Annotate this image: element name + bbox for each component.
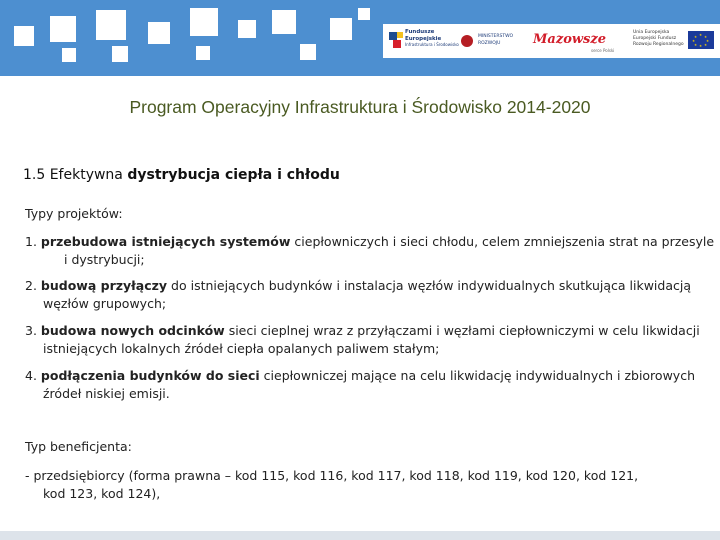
project-type-item: 3. budowa nowych odcinków sieci cieplnej wraz z przyłączami i węzłami ciepłowniczymi w celu likwidacji istniejących lokalnych źródeł ciepła opalanych paliwem stałym; — [25, 323, 700, 356]
decor-square — [112, 46, 128, 62]
types-heading: Typy projektów: — [25, 206, 123, 221]
beneficiary-item: - przedsiębiorcy (forma prawna – kod 115, kod 116, kod 117, kod 118, kod 119, kod 120, kod 121, kod 123, kod 124), — [25, 468, 639, 501]
decor-square — [96, 10, 126, 40]
footer-band — [0, 531, 720, 540]
decor-square — [272, 10, 296, 34]
decor-square — [358, 8, 370, 20]
project-type-item: 1. przebudowa istniejących systemów ciepłowniczych i sieci chłodu, celem zmniejszenia strat na przesyle i dystrybucji; — [25, 234, 715, 267]
header-band — [0, 0, 720, 76]
decor-square — [62, 48, 76, 62]
project-type-item: 4. podłączenia budynków do sieci ciepłowniczej mające na celu likwidację indywidualnych i zbiorowych źródeł niskiej emisji. — [25, 368, 695, 401]
decor-square — [238, 20, 256, 38]
decor-square — [190, 8, 218, 36]
decor-square — [148, 22, 170, 44]
decor-square — [196, 46, 210, 60]
decor-square — [330, 18, 352, 40]
mazowsze-logo: Mazowsze — [533, 32, 607, 47]
mazowsze-tagline: serce Polski — [591, 48, 615, 53]
project-type-item: 2. budową przyłączy do istniejących budynków i instalacja węzłów indywidualnych skutkująca likwidacją węzłów grupowych; — [25, 278, 691, 311]
page-title: Program Operacyjny Infrastruktura i Środowisko 2014-2020 — [129, 97, 591, 117]
eu-logo-text: Unia Europejska Europejski Fundusz Rozwoju Regionalnego — [633, 30, 684, 47]
decor-square — [300, 44, 316, 60]
eu-flag-icon: ★ ★ ★ ★ ★ ★ ★ ★ — [688, 31, 714, 49]
logo-bar — [383, 24, 720, 58]
fundusze-europejskie-logo: Fundusze Europejskie Infrastruktura i Środowisko — [387, 24, 457, 58]
decor-square — [50, 16, 76, 42]
eagle-emblem-icon — [461, 35, 473, 47]
decor-square — [14, 26, 34, 46]
measure-subtitle: 1.5 Efektywna dystrybucja ciepła i chłodu — [23, 167, 340, 183]
ministerstwo-logo: MINISTERSTWO ROZWOJU — [478, 34, 514, 46]
beneficiary-heading: Typ beneficjenta: — [25, 439, 132, 454]
